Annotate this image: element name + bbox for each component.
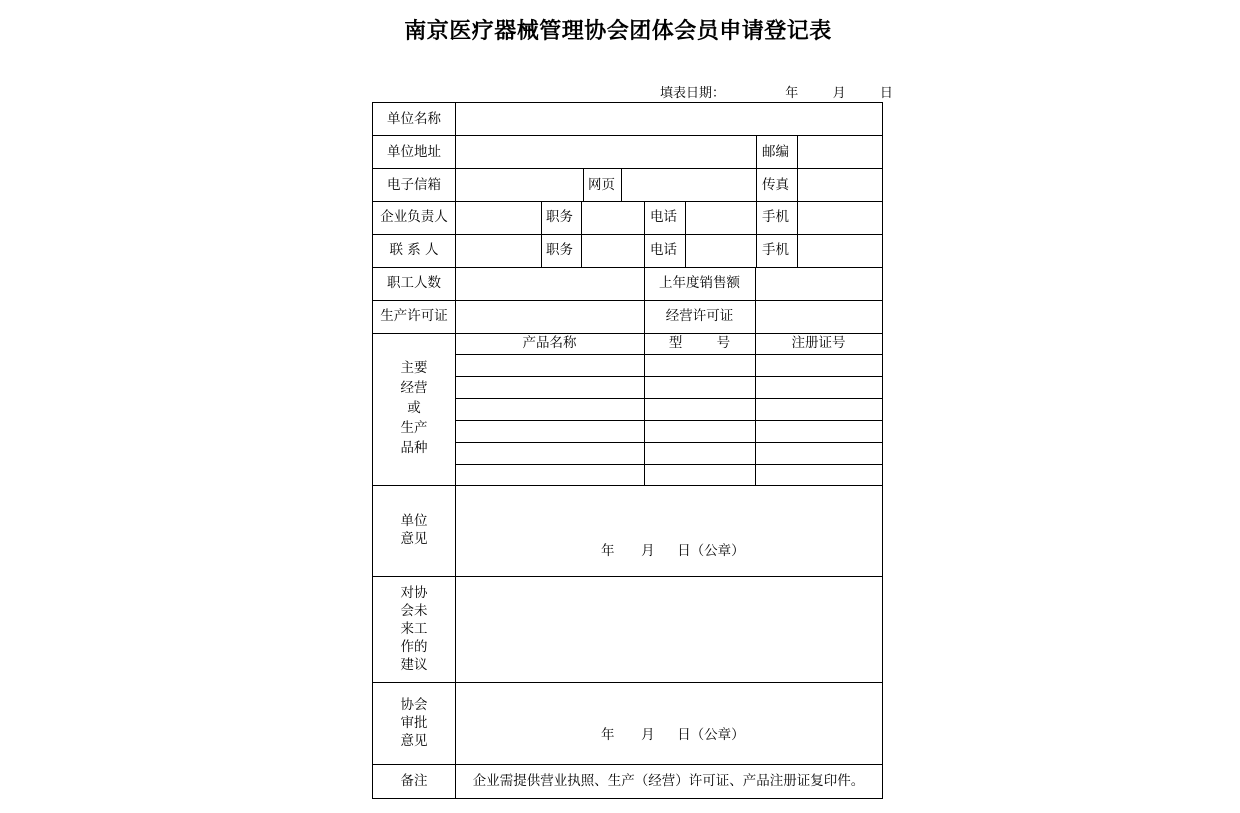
col-divider	[797, 168, 798, 201]
row-divider	[373, 234, 882, 235]
fill-date-day: 日	[879, 86, 893, 101]
products-label: 主要 经营 或 生产 品种	[400, 360, 428, 456]
phone-label-2: 电话	[650, 242, 677, 258]
phone-label: 电话	[650, 209, 677, 225]
unit-address-label: 单位地址	[387, 144, 441, 160]
product-reg-no-header: 注册证号	[791, 335, 846, 351]
product-col-divider	[755, 333, 756, 485]
position-label-2: 职务	[546, 242, 573, 258]
col-divider	[685, 201, 686, 267]
col-divider	[644, 201, 645, 267]
row-divider	[373, 764, 882, 765]
product-row-divider	[455, 442, 882, 443]
fill-date-month: 月	[832, 86, 846, 101]
col-divider	[797, 135, 798, 168]
remarks-text: 企业需提供营业执照、生产（经营）许可证、产品注册证复印件。	[472, 773, 865, 789]
row-divider	[373, 485, 882, 486]
approval-stamp: 年 月 日（公章）	[601, 727, 745, 743]
business-license-label: 经营许可证	[665, 308, 734, 324]
product-col-divider	[644, 333, 645, 485]
email-label: 电子信箱	[387, 177, 441, 193]
row-divider	[373, 168, 882, 169]
unit-opinion-stamp: 年 月 日（公章）	[601, 543, 745, 559]
approval-label: 协会 审批 意见	[400, 697, 428, 749]
contact-person-label: 联 系 人	[389, 242, 439, 258]
fill-date-year: 年	[785, 86, 799, 101]
label-column-divider	[455, 103, 456, 798]
row-divider	[373, 300, 882, 301]
registration-form-table	[372, 102, 883, 799]
col-divider	[756, 135, 757, 168]
product-row-divider	[455, 398, 882, 399]
product-row-divider	[455, 464, 882, 465]
mobile-label-2: 手机	[762, 242, 789, 258]
unit-opinion-label: 单位 意见	[400, 513, 428, 547]
col-divider	[621, 168, 622, 201]
postcode-label: 邮编	[762, 144, 789, 160]
position-label: 职务	[546, 209, 573, 225]
fill-date-label: 填表日期：	[660, 86, 726, 101]
fill-date	[660, 82, 893, 101]
col-divider	[756, 201, 757, 267]
mobile-label: 手机	[762, 209, 789, 225]
product-name-header: 产品名称	[522, 335, 577, 351]
col-divider	[541, 201, 542, 267]
webpage-label: 网页	[588, 177, 615, 193]
row-divider	[373, 135, 882, 136]
row-divider	[373, 576, 882, 577]
col-divider	[583, 168, 584, 201]
col-divider	[581, 201, 582, 267]
remarks-label: 备注	[400, 773, 428, 789]
fax-label: 传真	[762, 177, 789, 193]
col-divider	[755, 267, 756, 333]
last-year-sales-label: 上年度销售额	[659, 275, 740, 291]
row-divider	[373, 201, 882, 202]
row-divider	[373, 682, 882, 683]
product-row-divider	[455, 354, 882, 355]
row-divider	[373, 333, 882, 334]
product-row-divider	[455, 420, 882, 421]
suggestion-label: 对协 会未 来工 作的 建议	[400, 585, 428, 673]
product-model-header: 型 号	[668, 335, 731, 351]
employees-label: 职工人数	[387, 275, 441, 291]
col-divider	[797, 201, 798, 267]
form-title: 南京医疗器械管理协会团体会员申请登记表	[404, 18, 832, 44]
product-row-divider	[455, 376, 882, 377]
legal-rep-label: 企业负责人	[380, 209, 448, 225]
row-divider	[373, 267, 882, 268]
col-divider	[756, 168, 757, 201]
production-license-label: 生产许可证	[380, 308, 448, 324]
unit-name-label: 单位名称	[387, 111, 441, 127]
